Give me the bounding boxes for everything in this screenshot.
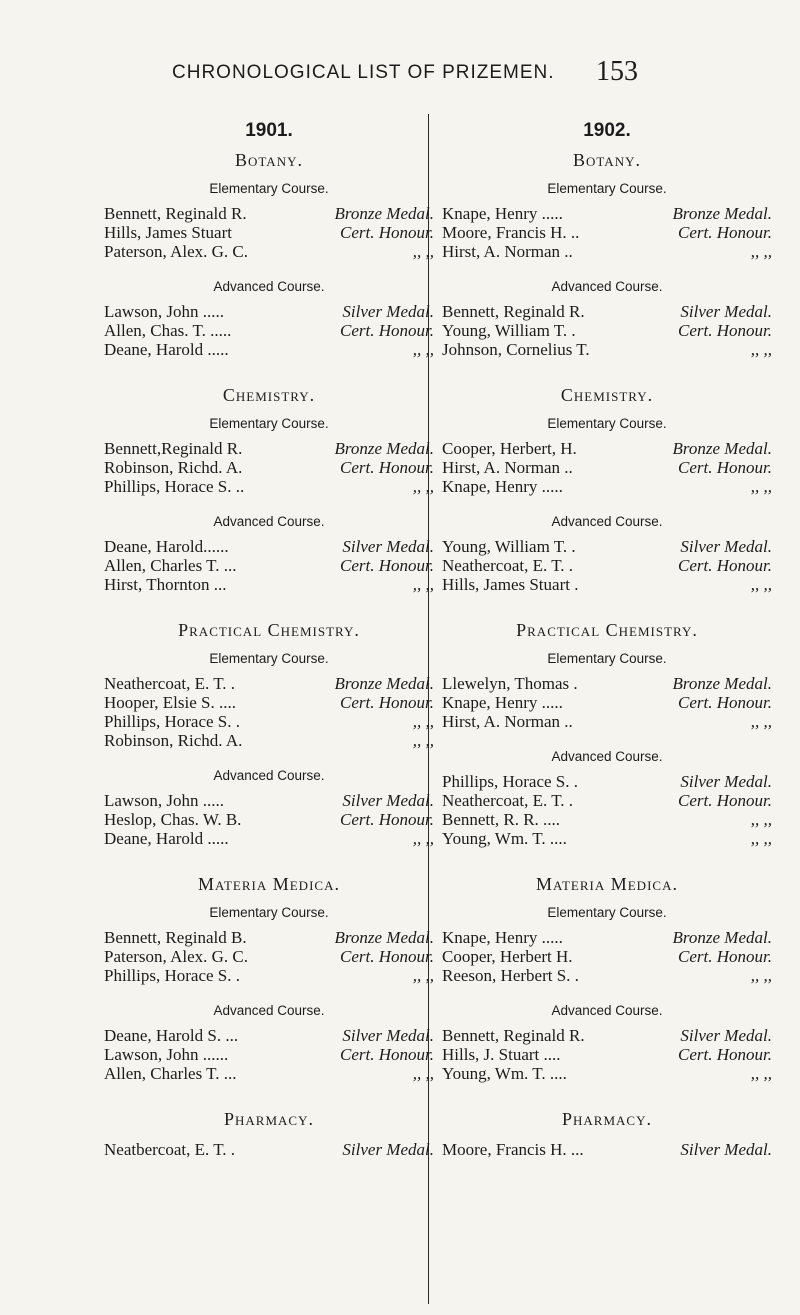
prize-entry xyxy=(442,966,772,985)
subject-section xyxy=(442,874,772,1083)
award-label: Cert. Honour. xyxy=(678,947,772,966)
subject-section xyxy=(104,620,434,848)
prize-entry xyxy=(104,575,434,594)
prizeman-name: Moore, Francis H. .. xyxy=(442,223,580,242)
prizeman-name: Johnson, Cornelius T. xyxy=(442,340,590,359)
prizeman-name: Neatbercoat, E. T. . xyxy=(104,1140,236,1159)
award-label: Bronze Medal. xyxy=(334,928,434,947)
prizeman-name: Deane, Harold ..... xyxy=(104,829,229,848)
prizeman-name: Hirst, A. Norman .. xyxy=(442,458,573,477)
course-block xyxy=(104,768,434,848)
prizeman-name: Bennett, Reginald R. xyxy=(442,1026,585,1045)
award-label: ,, ,, xyxy=(750,242,772,261)
subject-section xyxy=(104,385,434,594)
prizeman-name: Phillips, Horace S. . xyxy=(442,772,578,791)
subject-title: Materia Medica. xyxy=(536,874,678,894)
subject-section xyxy=(442,150,772,359)
page-number: 153 xyxy=(596,56,638,87)
prizeman-name: Paterson, Alex. G. C. xyxy=(104,242,249,261)
prizeman-name: Deane, Harold...... xyxy=(104,537,229,556)
course-block xyxy=(442,279,772,359)
award-label: Silver Medal. xyxy=(342,537,434,556)
prize-entry xyxy=(104,204,434,223)
column-1902 xyxy=(442,108,772,1185)
award-label: Cert. Honour. xyxy=(340,947,434,966)
subject-section xyxy=(442,385,772,594)
award-label: Bronze Medal. xyxy=(672,204,772,223)
prize-entry xyxy=(442,810,772,829)
prizeman-name: Hirst, A. Norman .. xyxy=(442,712,573,731)
award-label: Silver Medal. xyxy=(680,537,772,556)
prizeman-name: Deane, Harold ..... xyxy=(104,340,229,359)
award-label: ,, ,, xyxy=(412,575,434,594)
award-label: ,, ,, xyxy=(750,477,772,496)
prize-entry xyxy=(104,829,434,848)
prizeman-name: Hills, James Stuart . xyxy=(442,575,579,594)
course-block xyxy=(442,416,772,496)
prizeman-name: Knape, Henry ..... xyxy=(442,477,563,496)
prize-entry xyxy=(442,223,772,242)
prizeman-name: Paterson, Alex. G. C. xyxy=(104,947,249,966)
prize-entry xyxy=(104,928,434,947)
course-block xyxy=(442,651,772,731)
course-title: Elementary Course. xyxy=(209,181,329,196)
prizeman-name: Phillips, Horace S. . xyxy=(104,966,240,985)
prize-entry xyxy=(104,537,434,556)
award-label: Silver Medal. xyxy=(680,1026,772,1045)
prize-entry xyxy=(104,458,434,477)
award-label: Silver Medal. xyxy=(342,791,434,810)
prize-entry xyxy=(104,693,434,712)
prizeman-name: Hooper, Elsie S. .... xyxy=(104,693,236,712)
award-label: Bronze Medal. xyxy=(334,439,434,458)
prize-entry xyxy=(442,712,772,731)
prizeman-name: Hirst, A. Norman .. xyxy=(442,242,573,261)
course-title: Elementary Course. xyxy=(547,181,667,196)
year-heading: 1901. xyxy=(245,120,293,141)
prizeman-name: Moore, Francis H. ... xyxy=(442,1140,584,1159)
prize-entry xyxy=(104,302,434,321)
prizeman-name: Phillips, Horace S. .. xyxy=(104,477,245,496)
subject-section xyxy=(442,620,772,848)
award-label: ,, ,, xyxy=(412,477,434,496)
award-label: Cert. Honour. xyxy=(340,321,434,340)
prizeman-name: Bennett,Reginald R. xyxy=(104,439,243,458)
award-label: ,, ,, xyxy=(750,966,772,985)
prize-entry xyxy=(442,1045,772,1064)
award-label: Bronze Medal. xyxy=(334,674,434,693)
award-label: Silver Medal. xyxy=(680,302,772,321)
prizeman-name: Cooper, Herbert H. xyxy=(442,947,573,966)
prize-entry xyxy=(104,791,434,810)
award-label: ,, ,, xyxy=(412,829,434,848)
course-title: Advanced Course. xyxy=(213,514,325,529)
subject-list xyxy=(442,150,772,1159)
prize-entry xyxy=(442,537,772,556)
subject-title: Botany. xyxy=(573,150,641,170)
prizeman-name: Neathercoat, E. T. . xyxy=(104,674,236,693)
prizeman-name: Lawson, John ..... xyxy=(104,791,224,810)
prize-entry xyxy=(442,204,772,223)
prize-entry xyxy=(104,1064,434,1083)
course-block xyxy=(442,514,772,594)
prizeman-name: Knape, Henry ..... xyxy=(442,204,563,223)
prize-entry xyxy=(442,829,772,848)
column-1901 xyxy=(104,108,434,1185)
award-label: Silver Medal. xyxy=(342,1140,434,1159)
course-title: Elementary Course. xyxy=(209,651,329,666)
subject-title: Pharmacy. xyxy=(562,1109,652,1129)
course-block xyxy=(442,1003,772,1083)
award-label: ,, ,, xyxy=(412,242,434,261)
course-block xyxy=(104,279,434,359)
prizeman-name: Neathercoat, E. T. . xyxy=(442,556,574,575)
award-label: Cert. Honour. xyxy=(340,223,434,242)
award-label: Cert. Honour. xyxy=(678,556,772,575)
award-label: ,, ,, xyxy=(412,712,434,731)
course-block xyxy=(104,514,434,594)
prize-entry xyxy=(442,575,772,594)
prizeman-name: Knape, Henry ..... xyxy=(442,928,563,947)
prizeman-name: Allen, Charles T. ... xyxy=(104,556,237,575)
award-label: ,, ,, xyxy=(750,575,772,594)
subject-section xyxy=(104,874,434,1083)
prize-entry xyxy=(104,674,434,693)
course-block xyxy=(104,651,434,750)
prize-entry xyxy=(104,731,434,750)
prize-entry xyxy=(442,242,772,261)
course-block xyxy=(104,1003,434,1083)
running-title: CHRONOLOGICAL LIST OF PRIZEMEN. xyxy=(172,62,555,83)
prizeman-name: Bennett, Reginald B. xyxy=(104,928,247,947)
award-label: Cert. Honour. xyxy=(678,1045,772,1064)
prizeman-name: Knape, Henry ..... xyxy=(442,693,563,712)
subject-title: Chemistry. xyxy=(560,385,654,405)
prize-entry xyxy=(104,966,434,985)
prize-entry xyxy=(442,1026,772,1045)
award-label: ,, ,, xyxy=(750,829,772,848)
award-label: ,, ,, xyxy=(412,966,434,985)
award-label: Cert. Honour. xyxy=(678,458,772,477)
award-label: Cert. Honour. xyxy=(678,791,772,810)
prizeman-name: Robinson, Richd. A. xyxy=(104,458,243,477)
prizeman-name: Heslop, Chas. W. B. xyxy=(104,810,242,829)
course-block xyxy=(104,905,434,985)
award-label: Bronze Medal. xyxy=(672,674,772,693)
prizeman-name: Bennett, Reginald R. xyxy=(104,204,247,223)
prize-entry xyxy=(442,340,772,359)
award-label: Bronze Medal. xyxy=(672,928,772,947)
prize-entry xyxy=(104,1140,434,1159)
prizeman-name: Reeson, Herbert S. . xyxy=(442,966,579,985)
prize-entry xyxy=(442,928,772,947)
prize-entry xyxy=(442,674,772,693)
prizeman-name: Deane, Harold S. ... xyxy=(104,1026,239,1045)
award-label: Cert. Honour. xyxy=(678,321,772,340)
prize-entry xyxy=(442,302,772,321)
prize-entry xyxy=(442,458,772,477)
subject-title: Pharmacy. xyxy=(224,1109,314,1129)
prize-entry xyxy=(442,556,772,575)
prizeman-name: Robinson, Richd. A. xyxy=(104,731,243,750)
subject-list xyxy=(104,150,434,1159)
subject-title: Chemistry. xyxy=(222,385,316,405)
prizeman-name: Hills, James Stuart xyxy=(104,223,232,242)
prizeman-name: Cooper, Herbert, H. xyxy=(442,439,577,458)
prize-entry xyxy=(104,1026,434,1045)
award-label: Cert. Honour. xyxy=(340,693,434,712)
prize-entry xyxy=(442,1140,772,1159)
award-label: Silver Medal. xyxy=(680,1140,772,1159)
award-label: Silver Medal. xyxy=(342,302,434,321)
course-title: Advanced Course. xyxy=(213,1003,325,1018)
prizeman-name: Llewelyn, Thomas . xyxy=(442,674,578,693)
prize-entry xyxy=(104,340,434,359)
course-block xyxy=(442,749,772,848)
course-title: Advanced Course. xyxy=(551,1003,663,1018)
course-title: Elementary Course. xyxy=(209,416,329,431)
prize-entry xyxy=(104,810,434,829)
course-title: Elementary Course. xyxy=(209,905,329,920)
subject-title: Materia Medica. xyxy=(198,874,340,894)
prize-entry xyxy=(104,947,434,966)
subject-section xyxy=(442,1109,772,1159)
prizeman-name: Lawson, John ...... xyxy=(104,1045,229,1064)
prizeman-name: Phillips, Horace S. . xyxy=(104,712,240,731)
prize-entry xyxy=(104,223,434,242)
course-title: Advanced Course. xyxy=(213,279,325,294)
award-label: Cert. Honour. xyxy=(340,810,434,829)
course-block xyxy=(104,416,434,496)
award-label: Cert. Honour. xyxy=(340,1045,434,1064)
award-label: Silver Medal. xyxy=(680,772,772,791)
award-label: ,, ,, xyxy=(412,340,434,359)
award-label: ,, ,, xyxy=(750,712,772,731)
subject-title: Practical Chemistry. xyxy=(516,620,698,640)
award-label: Cert. Honour. xyxy=(340,556,434,575)
course-title: Advanced Course. xyxy=(551,514,663,529)
prize-entry xyxy=(442,693,772,712)
course-block xyxy=(104,1140,434,1159)
course-title: Advanced Course. xyxy=(213,768,325,783)
prize-entry xyxy=(104,712,434,731)
prizeman-name: Allen, Chas. T. ..... xyxy=(104,321,232,340)
award-label: ,, ,, xyxy=(412,1064,434,1083)
prize-entry xyxy=(442,439,772,458)
prizeman-name: Young, William T. . xyxy=(442,321,576,340)
prize-entry xyxy=(442,321,772,340)
course-block xyxy=(442,1140,772,1159)
prizeman-name: Young, Wm. T. .... xyxy=(442,1064,567,1083)
prize-entry xyxy=(104,242,434,261)
prizeman-name: Young, Wm. T. .... xyxy=(442,829,567,848)
award-label: ,, ,, xyxy=(750,810,772,829)
award-label: Cert. Honour. xyxy=(340,458,434,477)
prize-entry xyxy=(442,772,772,791)
prizeman-name: Bennett, R. R. .... xyxy=(442,810,561,829)
page-header xyxy=(0,56,800,96)
award-label: ,, ,, xyxy=(412,731,434,750)
subject-section xyxy=(104,1109,434,1159)
prize-entry xyxy=(104,556,434,575)
prize-entry xyxy=(442,791,772,810)
course-block xyxy=(442,181,772,261)
prizeman-name: Hills, J. Stuart .... xyxy=(442,1045,561,1064)
award-label: ,, ,, xyxy=(750,340,772,359)
course-block xyxy=(104,181,434,261)
award-label: Bronze Medal. xyxy=(334,204,434,223)
award-label: Silver Medal. xyxy=(342,1026,434,1045)
award-label: Cert. Honour. xyxy=(678,223,772,242)
prize-entry xyxy=(104,439,434,458)
course-title: Elementary Course. xyxy=(547,651,667,666)
subject-title: Practical Chemistry. xyxy=(178,620,360,640)
prize-entry xyxy=(104,321,434,340)
prize-entry xyxy=(104,477,434,496)
subject-title: Botany. xyxy=(235,150,303,170)
prizeman-name: Lawson, John ..... xyxy=(104,302,224,321)
award-label: ,, ,, xyxy=(750,1064,772,1083)
prize-entry xyxy=(442,477,772,496)
prize-entry xyxy=(442,1064,772,1083)
award-label: Cert. Honour. xyxy=(678,693,772,712)
prizeman-name: Young, William T. . xyxy=(442,537,576,556)
prizeman-name: Hirst, Thornton ... xyxy=(104,575,227,594)
course-title: Elementary Course. xyxy=(547,905,667,920)
prize-entry xyxy=(442,947,772,966)
course-block xyxy=(442,905,772,985)
course-title: Advanced Course. xyxy=(551,749,663,764)
prizeman-name: Allen, Charles T. ... xyxy=(104,1064,237,1083)
subject-section xyxy=(104,150,434,359)
course-title: Elementary Course. xyxy=(547,416,667,431)
prize-entry xyxy=(104,1045,434,1064)
award-label: Bronze Medal. xyxy=(672,439,772,458)
year-heading: 1902. xyxy=(583,120,631,141)
prizeman-name: Neathercoat, E. T. . xyxy=(442,791,574,810)
course-title: Advanced Course. xyxy=(551,279,663,294)
prizeman-name: Bennett, Reginald R. xyxy=(442,302,585,321)
